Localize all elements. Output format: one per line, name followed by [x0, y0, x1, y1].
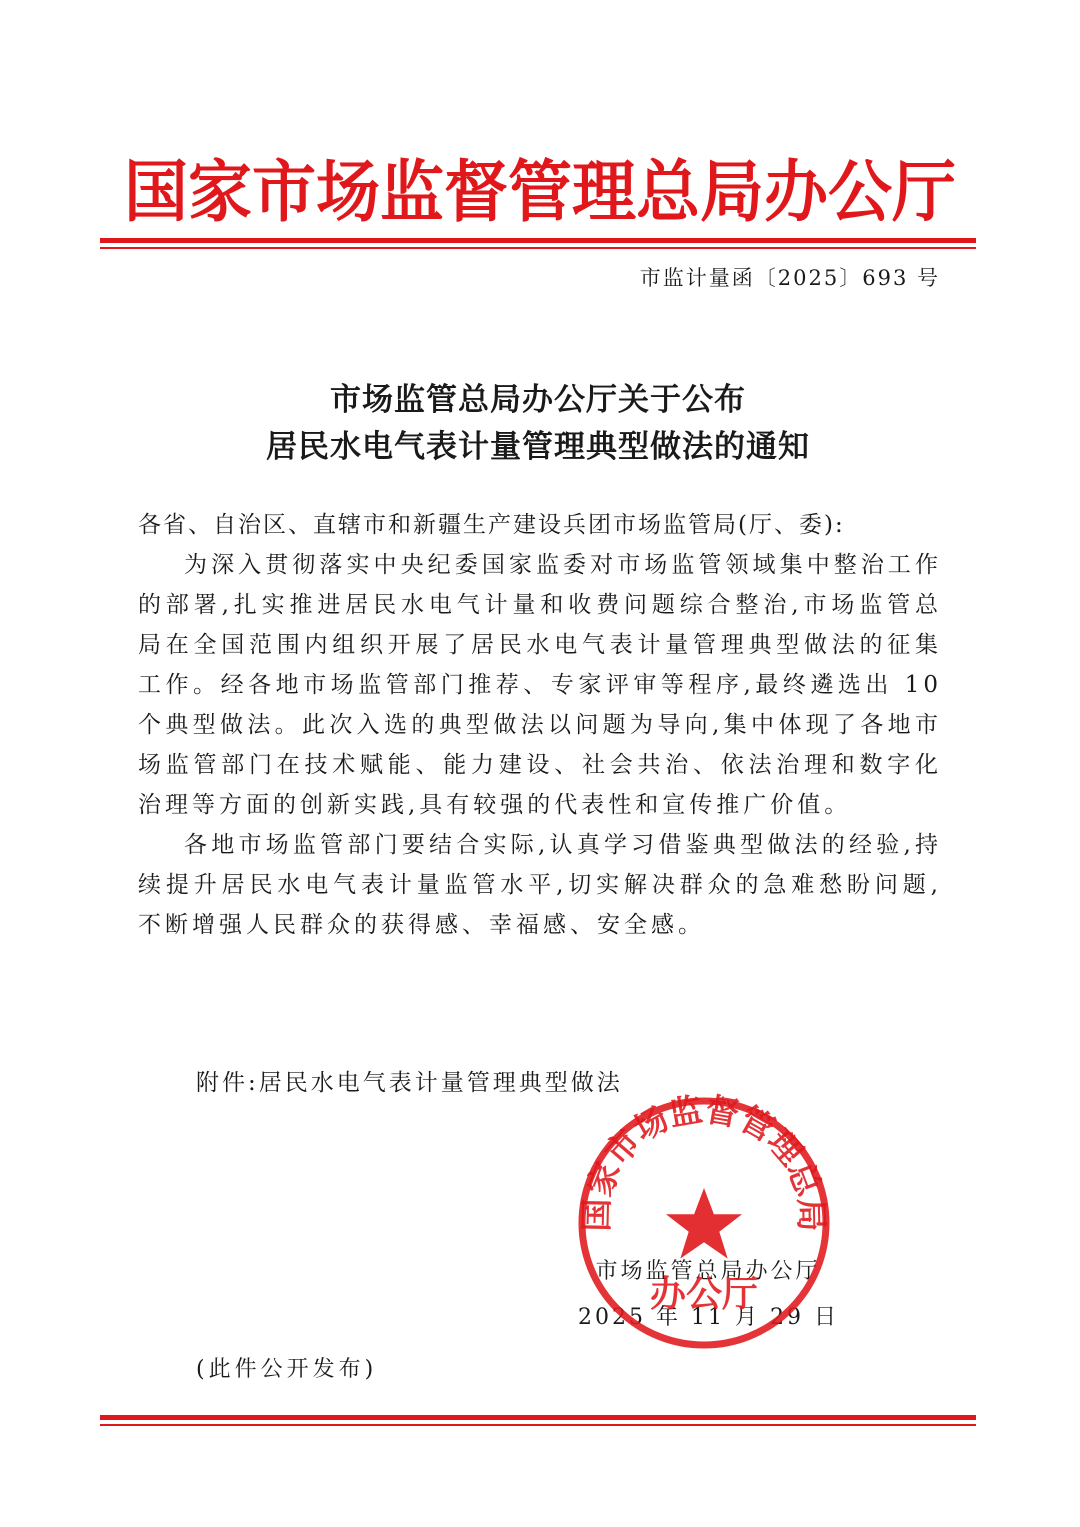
body-paragraph: 各地市场监管部门要结合实际,认真学习借鉴典型做法的经验,持续提升居民水电气表计量监管水平,切实解决群众的急难愁盼问题,不断增强人民群众的获得感、幸福感、安全感。	[138, 832, 942, 938]
star-icon	[666, 1188, 742, 1259]
divider-thick-line	[100, 238, 976, 243]
masthead-issuer: 国家市场监督管理总局办公厅	[124, 154, 956, 232]
document-number: 市监计量函〔2025〕693 号	[639, 266, 940, 290]
attachment-line: 附件:居民水电气表计量管理典型做法	[196, 1070, 623, 1096]
seal-bottom-text: 办公厅	[649, 1274, 759, 1315]
seal-ring-text: 国家市场监督管理总局	[576, 1092, 832, 1232]
divider-thin-line	[100, 247, 976, 249]
title-line-1: 市场监管总局办公厅关于公布	[330, 382, 746, 418]
title-line-2: 居民水电气表计量管理典型做法的通知	[266, 429, 810, 465]
signature-block	[578, 1252, 838, 1338]
signature-org: 市场监管总局办公厅	[595, 1259, 821, 1284]
divider-thick-line	[100, 1415, 976, 1420]
publish-note: (此件公开发布)	[196, 1357, 378, 1382]
signature-date: 2025 年 11 月 29 日	[578, 1305, 839, 1330]
divider-thin-line	[100, 1424, 976, 1426]
footer-divider	[100, 1415, 976, 1426]
document-body	[138, 545, 942, 945]
body-paragraph: 为深入贯彻落实中央纪委国家监委对市场监管领域集中整治工作的部署,扎实推进居民水电气计量和收费问题综合整治,市场监管总局在全国范围内组织开展了居民水电气表计量管理典型做法的征集工作。经各地市场监管部门推荐、专家评审等程序,最终遴选出 10 个典型做法。此次入选的典型做法以问题为导向,集中体现了各地市场监管部门在技术赋能、能力建设、社会共治、依法治理和数字化治理等方面的创新实践,具有较强的代表性和宣传推广价值。	[138, 552, 942, 818]
addressee: 各省、自治区、直辖市和新疆生产建设兵团市场监管局(厅、委):	[138, 512, 845, 538]
document-title	[100, 377, 976, 471]
masthead-divider	[100, 238, 976, 249]
